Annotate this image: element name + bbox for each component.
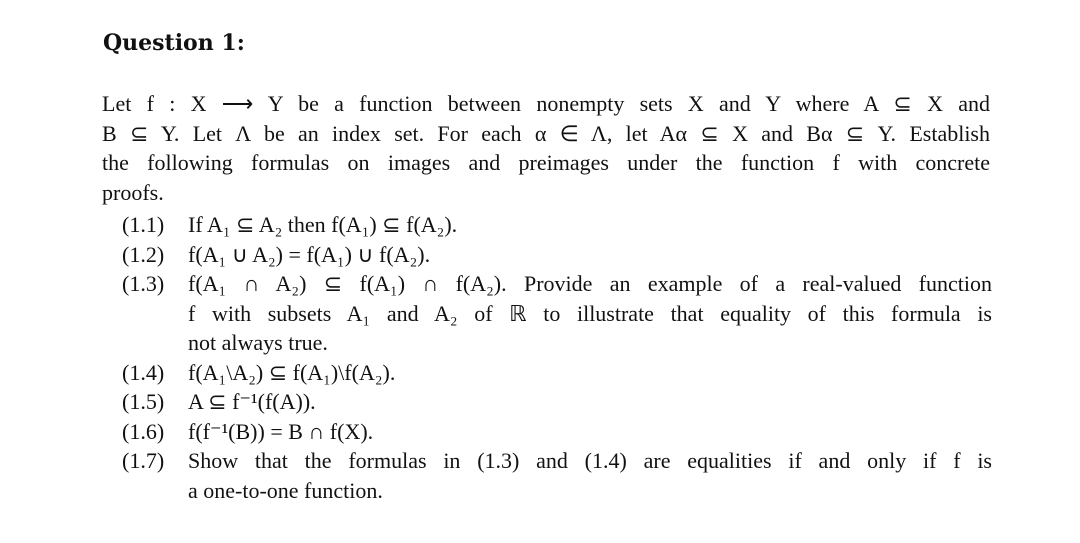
intro-line: the following formulas on images and preimages under the function f with concrete — [102, 150, 990, 175]
item-line: f with subsets A₁ and A₂ of ℝ to illustrate that equality of this formula is — [188, 300, 992, 326]
item-number: (1.7) — [122, 448, 165, 473]
list-item — [122, 269, 992, 358]
intro-line: proofs. — [102, 179, 164, 205]
list-item — [122, 417, 992, 447]
item-number: (1.3) — [122, 271, 165, 296]
item-body — [188, 417, 992, 447]
item-line: Show that the formulas in (1.3) and (1.4) are equalities if and only if f is — [188, 448, 992, 473]
list-item — [122, 358, 992, 388]
question-heading: Question 1: — [103, 30, 245, 56]
item-number: (1.2) — [122, 241, 165, 267]
item-body — [188, 240, 992, 270]
item-number: (1.4) — [122, 359, 165, 385]
item-body — [188, 210, 992, 240]
item-body — [188, 446, 992, 505]
item-body — [188, 387, 992, 417]
intro-paragraph — [102, 89, 990, 207]
item-number: (1.6) — [122, 418, 165, 444]
list-item — [122, 446, 992, 505]
item-line: f(A₁ ∩ A₂) ⊆ f(A₁) ∩ f(A₂). Provide an example of a real-valued function — [188, 271, 992, 296]
item-line: f(A₁ ∪ A₂) = f(A₁) ∪ f(A₂). — [188, 241, 431, 267]
item-line: not always true. — [188, 330, 328, 355]
item-line: If A₁ ⊆ A₂ then f(A₁) ⊆ f(A₂). — [188, 212, 458, 237]
list-item — [122, 210, 992, 240]
item-body — [188, 269, 992, 358]
intro-line: B ⊆ Y. Let Λ be an index set. For each α ∈ Λ, let Aα ⊆ X and Bα ⊆ Y. Establish — [102, 120, 990, 146]
item-number: (1.1) — [122, 212, 165, 237]
item-body — [188, 358, 992, 388]
item-line: f(f⁻¹(B)) = B ∩ f(X). — [188, 418, 374, 444]
item-line: a one-to-one function. — [188, 477, 383, 503]
item-line: A ⊆ f⁻¹(f(A)). — [188, 389, 316, 414]
item-number: (1.5) — [122, 389, 165, 414]
list-item — [122, 240, 992, 270]
formula-list — [122, 210, 992, 505]
item-line: f(A₁\A₂) ⊆ f(A₁)\f(A₂). — [188, 359, 396, 385]
intro-line: Let f : X ⟶ Y be a function between nonempty sets X and Y where A ⊆ X and — [102, 91, 990, 116]
list-item — [122, 387, 992, 417]
